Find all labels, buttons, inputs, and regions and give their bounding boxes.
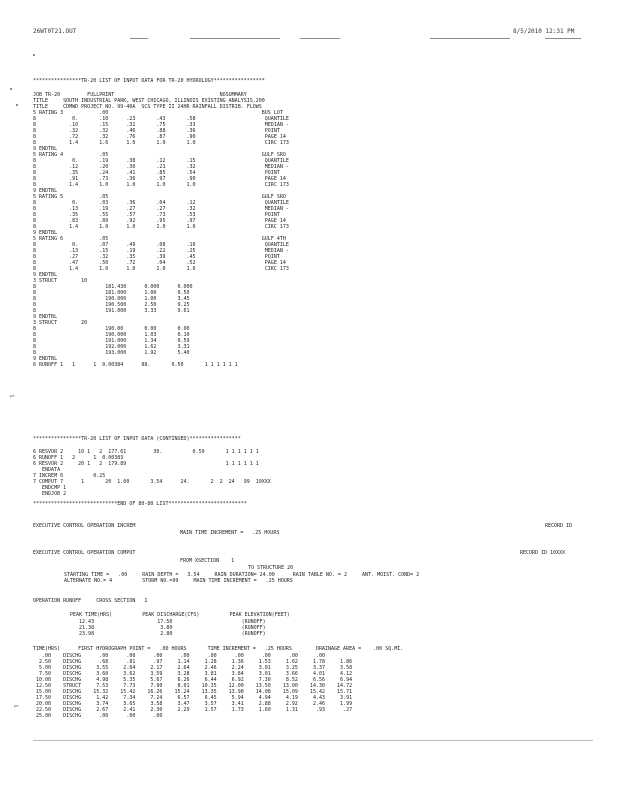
input-data-line: 5 RATING 5 .05 GULF SRO: [33, 194, 286, 200]
input-data-line: 8 1.4 1.0 1.0 1.0 1.0 CIRC 173: [33, 182, 289, 188]
hydrograph-row: 10.00 DISCHG 4.98 5.35 5.67 6.26 6.44 6.92 7.30 8.52 6.56 6.94: [33, 677, 353, 683]
input-data-line: 7 INCREM 6 0.25: [33, 473, 106, 479]
input-data-line: 8 .32 .32 .46 .88 .36 POINT: [33, 128, 280, 134]
input-data-line: 9 ENDTBL: [33, 272, 58, 278]
rain-parameters: STARTING TIME = .00 RAIN DEPTH = 3.54 RAIN DURATION= 24.00 RAIN TABLE NO. = 2 ANT. MOIST. COND= 2: [64, 572, 420, 578]
input-data-banner: ****************TR-20 LIST OF INPUT DATA FOR TR-20 HYDROLOGY*****************: [33, 78, 265, 84]
storm-parameters: ALTERNATE NO.= 4 STORM NO.=99 MAIN TIME INCREMENT = .25 HOURS: [64, 578, 293, 584]
input-continued-listing: [33, 449, 271, 497]
input-data-line: 6 RUNOFF 1 2 1 0.00383: [33, 455, 154, 461]
input-data-line: 8 181.430 0.000 0.000: [33, 284, 193, 290]
hole-punch-mark: ⌐: [14, 702, 19, 711]
hydrograph-row: 20.00 DISCHG 3.74 3.65 3.58 3.47 3.57 3.41 2.88 2.92 2.46 1.99: [33, 701, 353, 707]
to-structure: TO STRUCTURE 20: [248, 565, 294, 571]
peak-row: 12.43 17.50 (RUNOFF): [70, 619, 266, 625]
hydrograph-table: [33, 653, 352, 719]
input-data-line: 8 .13 .19 .27 .27 .32 MEDIAN -: [33, 206, 289, 212]
input-data-listing: [33, 92, 289, 368]
input-data-line: 3 STRUCT 10: [33, 278, 88, 284]
input-data-line: 8 191.000 1.34 0.59: [33, 338, 190, 344]
hydrograph-row: .00 DISCHG .00 .00 .00 .00 .00 .00 .00 .00 .00: [33, 653, 325, 659]
hydrograph-row: 12.50 STRUCT 7.53 7.73 7.90 8.01 10.35 12.00 13.50 13.00 14.30 14.72: [33, 683, 353, 689]
hydrograph-row: 15.00 DISCHG 15.32 15.42 16.26 15.24 13.35 13.98 14.08 15.09 15.42 15.71: [33, 689, 353, 695]
input-data-line: 8 1.4 1.0 1.0 1.0 1.0 CIRC 173: [33, 266, 289, 272]
input-data-line: 8 .10 .15 .31 .75 .33 MEDIAN -: [33, 122, 289, 128]
input-data-line: 7 COMPUT 7 1 20 1.00 3.54 24. 2 2 24 99 10XXX: [33, 479, 271, 485]
scan-artifact: [190, 38, 280, 39]
input-data-line: 6 RESVOR 2 10 1 2 177.61 30. 0.50 1 1 1 1 1 1: [33, 449, 259, 455]
end-of-list-banner: ****************************END OF 80-80 LIST**************************: [33, 501, 247, 507]
scan-artifact: [545, 38, 581, 39]
control-increm-record: RECORD ID: [545, 523, 573, 529]
input-data-line: 8 190.000 1.00 3.45: [33, 296, 190, 302]
input-data-line: 8 .13 .15 .19 .22 .25 MEDIAN -: [33, 248, 289, 254]
scan-artifact: [33, 54, 35, 56]
input-data-line: 8 190.00 0.00 0.00: [33, 326, 190, 332]
input-data-line: 8 191.000 3.33 9.61: [33, 308, 190, 314]
input-data-line: ENDJOB 2: [33, 491, 67, 497]
input-data-line: 9 ENDTBL: [33, 314, 58, 320]
input-data-line: 8 190.500 2.50 9.25: [33, 302, 190, 308]
input-data-line: 8 192.000 1.62 3.31: [33, 344, 190, 350]
scan-artifact: [10, 88, 12, 90]
input-data-line: 8 0. .03 .36 .04 .12 QUANTILE: [33, 200, 289, 206]
peak-values: [70, 619, 266, 637]
main-time-increment: MAIN TIME INCREMENT = .25 HOURS: [180, 530, 280, 536]
input-data-line: 8 .72 .32 .76 .87 .90 PAGE 14: [33, 134, 286, 140]
input-data-line: 8 193.000 1.92 5.40: [33, 350, 190, 356]
input-data-line: 8 .35 .55 .57 .73 .53 POINT: [33, 212, 280, 218]
input-data-line: JOB TR-20 FULLPRINT NOSUMMARY: [33, 92, 247, 98]
peak-row: 21.38 3.80 (RUNOFF): [70, 625, 266, 631]
hydrograph-row: 25.00 DISCHG .00 .00 .00: [33, 713, 163, 719]
input-data-line: 9 ENDTBL: [33, 188, 58, 194]
runoff-operation-title: OPERATION RUNOFF CROSS SECTION 1: [33, 598, 148, 604]
hydrograph-header: TIME(HRS) FIRST HYDROGRAPH POINT = .00 HOURS TIME INCREMENT = .25 HOURS DRAINAGE AREA = .00 SQ.MI.: [33, 646, 404, 652]
input-data-line: 9 ENDTBL: [33, 230, 58, 236]
input-data-line: 6 RUNOFF 1 1 1 0.00384 88. 0.50 1 1 1 1 1 1: [33, 362, 238, 368]
scan-artifact: [33, 740, 593, 741]
input-data-line: 6 RESVOR 2 20 1 2 179.89 1 1 1 1 1 1: [33, 461, 259, 467]
input-data-line: 8 1.4 1.6 1.0 1.0 1.0 CIRC 173: [33, 140, 289, 146]
input-data-line: TITLE SOUTH INDUSTRIAL PARK, WEST CHICAGO, ILLINOIS EXISTING ANALYSIS,200: [33, 98, 265, 104]
input-data-line: ENDCMP 1: [33, 485, 67, 491]
scan-artifact: [430, 38, 510, 39]
input-data-line: 8 181.000 1.00 0.50: [33, 290, 190, 296]
hydrograph-row: 17.50 DISCHG 1.42 7.34 7.24 6.57 6.45 5.94 4.94 4.19 4.43 3.91: [33, 695, 353, 701]
input-data-line: 8 .27 .32 .35 .39 .45 POINT: [33, 254, 280, 260]
control-increm-label: EXECUTIVE CONTROL OPERATION INCREM: [33, 523, 136, 529]
input-data-line: 8 0. .19 .38 .12 .15 QUANTILE: [33, 158, 289, 164]
input-data-line: 8 1.4 1.0 1.0 1.0 1.0 CIRC 173: [33, 224, 289, 230]
file-name: 26WT0T21.OUT: [33, 28, 77, 35]
input-data-line: TITLE CDMWD PROJECT NO. 99-40A SCS TYPE II 24HR RAINFALL DISTRIB. FLOWS: [33, 104, 262, 110]
input-data-line: 5 RATING 6 .05 GULF 4TH: [33, 236, 286, 242]
input-continued-banner: ****************TR-20 LIST OF INPUT DATA (CONTINUED)*****************: [33, 436, 241, 442]
input-data-line: 8 .91 .73 .36 .97 .90 PAGE 14: [33, 176, 286, 182]
input-data-line: 9 ENDTBL: [33, 356, 58, 362]
scan-artifact: [16, 104, 18, 106]
peak-row: 23.98 2.80 (RUNOFF): [70, 631, 266, 637]
control-comput-record: RECORD ID 10XXX: [520, 550, 566, 556]
input-data-line: 8 .47 .50 .72 .04 .52 PAGE 14: [33, 260, 286, 266]
input-data-line: 9 ENDTBL: [33, 146, 58, 152]
scan-artifact: [300, 38, 340, 39]
control-comput-label: EXECUTIVE CONTROL OPERATION COMPUT: [33, 550, 136, 556]
scan-artifact: [130, 38, 148, 39]
input-data-line: 5 RATING 4 .05 GULF SRO: [33, 152, 286, 158]
input-data-line: 8 .12 .20 .30 .21 .32 MEDIAN -: [33, 164, 289, 170]
hydrograph-row: 7.50 DISCHG 3.60 3.62 3.59 3.28 3.81 3.84 3.01 3.66 4.01 4.12: [33, 671, 353, 677]
peak-header: PEAK TIME(HRS) PEAK DISCHARGE(CFS) PEAK ELEVATION(FEET): [70, 612, 290, 618]
input-data-line: 5 RATING 3 .00 BUS LOT: [33, 110, 283, 116]
input-data-line: 8 0. .10 .23 .43 .58 QUANTILE: [33, 116, 289, 122]
input-data-line: 3 STRUCT 20: [33, 320, 88, 326]
hydrograph-row: 2.50 DISCHG .68 .81 .97 1.14 1.28 1.36 1.53 1.62 1.78 1.86: [33, 659, 353, 665]
input-data-line: 8 .35 .24 .41 .85 .54 POINT: [33, 170, 280, 176]
print-datetime: 8/5/2010 12:31 PM: [513, 28, 575, 35]
input-data-line: 8 190.000 1.03 0.10: [33, 332, 190, 338]
hydrograph-row: 5.00 DISCHG 3.55 2.04 2.17 2.64 2.46 2.24 3.01 3.25 3.37 3.58: [33, 665, 353, 671]
hydrograph-row: 22.50 DISCHG 2.67 2.41 2.30 2.29 1.57 1.73 1.60 1.31 .93 .27: [33, 707, 353, 713]
input-data-line: ENDATA: [33, 467, 61, 473]
input-data-line: 8 0. .07 .49 .08 .10 QUANTILE: [33, 242, 289, 248]
from-xsection: FROM XSECTION 1: [180, 558, 235, 564]
hole-punch-mark: ⌐: [10, 392, 15, 401]
input-data-line: 8 .83 .89 .92 .95 .97 PAGE 14: [33, 218, 286, 224]
